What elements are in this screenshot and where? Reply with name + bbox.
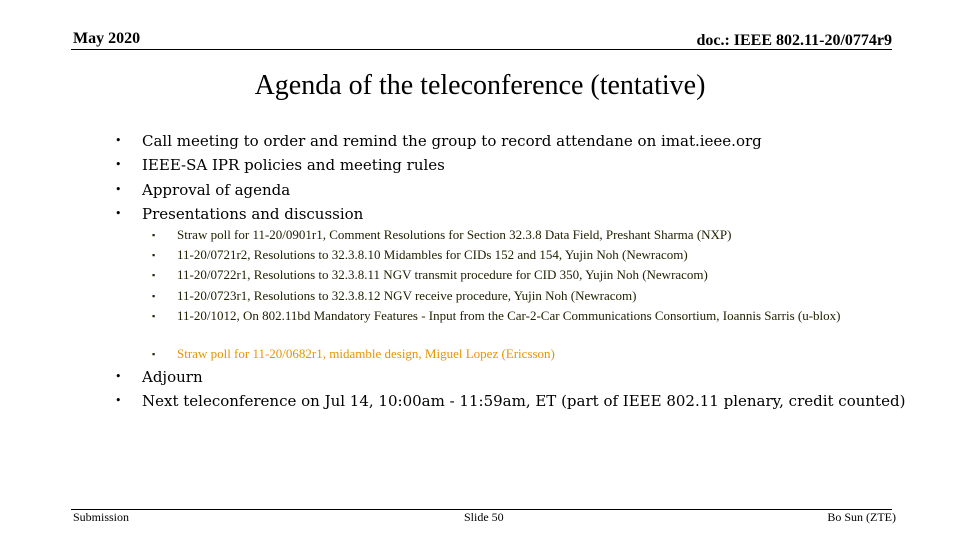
presentation-item-label: Straw poll for 11-20/0682r1, midamble design, Miguel Lopez (Ericsson): [177, 346, 555, 361]
bullet-icon: ▪: [152, 291, 156, 301]
presentation-item-label: 11-20/0723r1, Resolutions to 32.3.8.12 NGV receive procedure, Yujin Noh (Newracom): [177, 288, 637, 303]
footer-author: Bo Sun (ZTE): [827, 510, 896, 524]
presentation-item-label: Straw poll for 11-20/0901r1, Comment Resolutions for Section 32.3.8 Data Field, Preshant Sharma (NXP): [177, 227, 732, 242]
bullet-icon: ▪: [152, 270, 156, 280]
bullet-icon: •: [115, 158, 122, 171]
bullet-icon: •: [115, 394, 122, 407]
agenda-item-label: IEEE-SA IPR policies and meeting rules: [142, 156, 445, 174]
header-doc-id: doc.: IEEE 802.11-20/0774r9: [696, 32, 892, 49]
bullet-icon: ▪: [152, 230, 156, 240]
bullet-icon: •: [115, 183, 122, 196]
bullet-icon: ▪: [152, 311, 156, 321]
footer-slide-number: Slide 50: [464, 510, 504, 524]
agenda-item-label: Adjourn: [142, 368, 203, 386]
footer-submission: Submission: [73, 510, 130, 524]
agenda-item-label: Approval of agenda: [142, 181, 291, 199]
presentation-item-label: 11-20/1012, On 802.11bd Mandatory Features - Input from the Car-2-Car Communications Consortium, Ioannis Sarris (u-blox): [177, 308, 841, 323]
agenda-item-label: Next teleconference on Jul 14, 10:00am - 11:59am, ET (part of IEEE 802.11 plenary, credit counted): [142, 392, 906, 410]
bullet-icon: ▪: [152, 250, 156, 260]
bullet-icon: •: [115, 207, 122, 220]
presentation-item-label: 11-20/0722r1, Resolutions to 32.3.8.11 NGV transmit procedure for CID 350, Yujin Noh (Newracom): [177, 267, 708, 282]
header-date: May 2020: [73, 30, 141, 47]
presentation-item-label: 11-20/0721r2, Resolutions to 32.3.8.10 Midambles for CIDs 152 and 154, Yujin Noh (Newracom): [177, 247, 688, 262]
bullet-icon: •: [115, 134, 122, 147]
header-divider: [71, 49, 892, 50]
agenda-item-label: Presentations and discussion: [142, 205, 364, 223]
bullet-icon: ▪: [152, 349, 156, 359]
agenda-item-label: Call meeting to order and remind the group to record attendane on imat.ieee.org: [142, 132, 762, 150]
slide-title: Agenda of the teleconference (tentative): [254, 70, 706, 101]
bullet-icon: •: [115, 370, 122, 383]
